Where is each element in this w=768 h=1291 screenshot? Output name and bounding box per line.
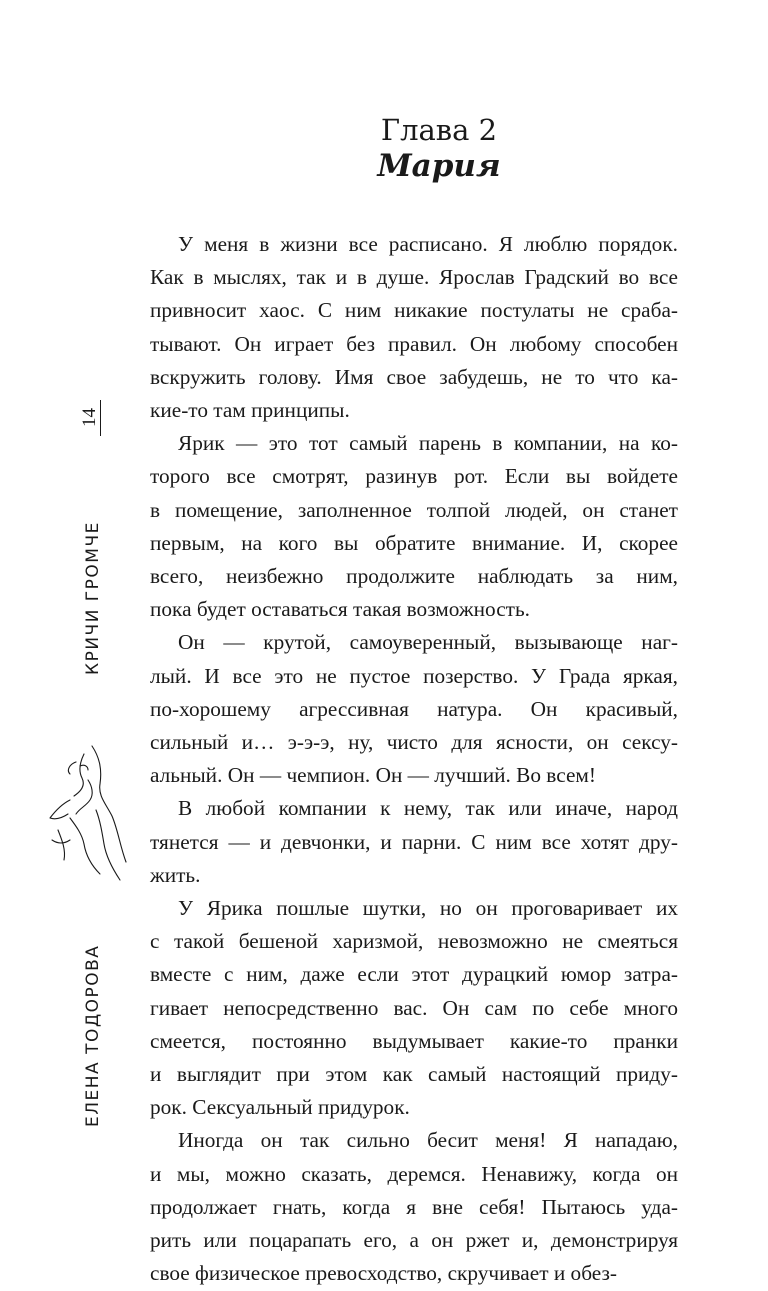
text-line: и мы, можно сказать, деремся. Ненавижу, когда он: [150, 1161, 678, 1186]
text-line: кие-то там принципы.: [150, 398, 350, 423]
chapter-title: Мария: [377, 148, 501, 184]
text-line: вместе с ним, даже если этот дурацкий юмор затра-: [150, 962, 678, 987]
text-line: вскружить голову. Имя свое забудешь, не то что ка-: [150, 364, 678, 389]
text-line: В любой компании к нему, так или иначе, народ: [178, 796, 678, 821]
text-line: рить или поцарапать его, а он ржет и, демонстрируя: [150, 1228, 678, 1253]
page-number: 14: [80, 400, 101, 436]
running-book-title: КРИЧИ ГРОМЧЕ: [83, 521, 103, 675]
body-text: [150, 228, 678, 1291]
text-line: в помещение, заполненное толпой людей, он станет: [150, 497, 678, 522]
text-line: и выглядит при этом как самый настоящий приду-: [150, 1062, 678, 1087]
text-line: Ярик — это тот самый парень в компании, на ко-: [178, 431, 678, 456]
text-line: пока будет оставаться такая возможность.: [150, 597, 530, 622]
paragraph: [150, 626, 678, 792]
text-line: гивает непосредственно вас. Он сам по себе много: [150, 995, 678, 1020]
line-drawing-illustration: [40, 740, 130, 890]
paragraph: [150, 792, 678, 892]
text-line: тывают. Он играет без правил. Он любому способен: [150, 331, 678, 356]
text-line: продолжает гнать, когда я вне себя! Пытаюсь уда-: [150, 1194, 678, 1219]
text-line: первым, на кого вы обратите внимание. И, скорее: [150, 530, 678, 555]
text-line: рок. Сексуальный придурок.: [150, 1095, 410, 1120]
text-line: У Ярика пошлые шутки, но он проговаривает их: [178, 896, 678, 921]
text-line: тянется — и девчонки, и парни. С ним все хотят дру-: [150, 829, 678, 854]
text-line: с такой бешеной харизмой, невозможно не смеяться: [150, 929, 678, 954]
text-line: сильный и… э-э-э, ну, чисто для ясности, он сексу-: [150, 730, 678, 755]
text-line: привносит хаос. С ним никакие постулаты не сраба-: [150, 298, 678, 323]
paragraph: [150, 427, 678, 626]
text-line: Иногда он так сильно бесит меня! Я нападаю,: [178, 1128, 678, 1153]
text-line: альный. Он — чемпион. Он — лучший. Во всем!: [150, 763, 596, 788]
text-line: смеется, постоянно выдумывает какие-то пранки: [150, 1028, 678, 1053]
chapter-heading: [150, 112, 728, 184]
running-author-name: ЕЛЕНА ТОДОРОВА: [83, 944, 103, 1128]
text-line: по-хорошему агрессивная натура. Он красивый,: [150, 696, 678, 721]
text-line: лый. И все это не пустое позерство. У Града яркая,: [150, 663, 678, 688]
text-line: свое физическое превосходство, скручивает и обез-: [150, 1261, 617, 1286]
text-line: Как в мыслях, так и в душе. Ярослав Градский во все: [150, 265, 678, 290]
text-line: жить.: [150, 862, 201, 887]
paragraph: [150, 228, 678, 427]
chapter-number: Глава 2: [380, 113, 498, 147]
text-line: Он — крутой, самоуверенный, вызывающе наг-: [178, 630, 678, 655]
text-line: У меня в жизни все расписано. Я люблю порядок.: [178, 232, 678, 256]
text-line: торого все смотрят, разинув рот. Если вы войдете: [150, 464, 678, 489]
paragraph: [150, 892, 678, 1124]
text-line: всего, неизбежно продолжите наблюдать за ним,: [150, 564, 678, 589]
paragraph: [150, 1124, 678, 1290]
